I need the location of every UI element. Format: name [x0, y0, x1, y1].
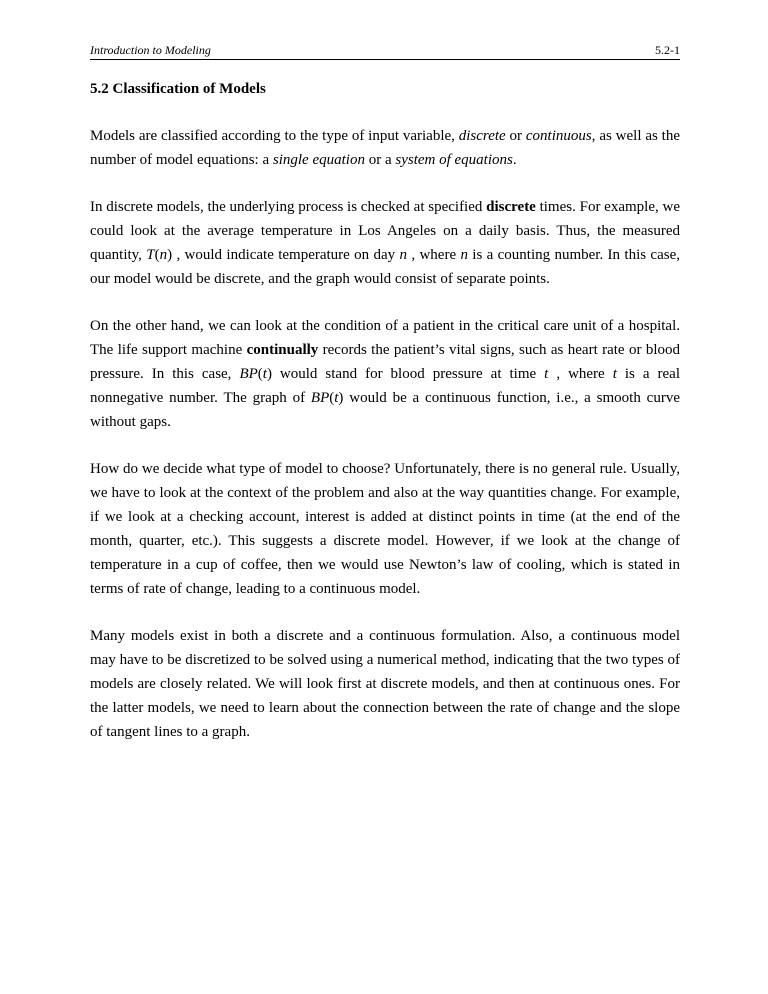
text-run: How do we decide what type of model to choose? Unfortunately, there is no general rule. Usually, we have to look at the context of the problem and also at the way quantities change. For example, if we look at a checking account, interest is added at distinct points in time (at the end of the month, quarter, etc.). This suggests a discrete model. However, if we look at the change of temperature in a cup of coffee, then we would use Newton’s law of cooling, which is stated in terms of rate of change, leading to a continuous model. — [90, 461, 684, 597]
header-rule — [90, 59, 680, 60]
running-title: Introduction to Modeling — [90, 43, 211, 57]
text-run: ) would be a continuous function, i.e., a smooth curve without gaps. — [90, 390, 684, 430]
text-run: In discrete models, the underlying process is checked at specified — [90, 199, 487, 215]
text-run: n — [159, 247, 168, 263]
text-run: discrete — [458, 128, 506, 144]
text-run: or — [505, 128, 526, 144]
page-header — [90, 42, 680, 60]
text-run: t — [334, 390, 339, 406]
text-run: n — [460, 247, 468, 263]
text-run: system of equations — [395, 152, 513, 168]
text-run: , as well as the number of model equations: a — [90, 128, 684, 168]
text-run: ) would stand for blood pressure at time — [266, 366, 545, 382]
text-run: BP — [239, 366, 258, 382]
section-title: 5.2 Classification of Models — [90, 81, 266, 97]
text-run: ( — [257, 366, 263, 382]
text-run: On the other hand, we can look at the condition of a patient in the critical care unit of a hospital. The life support machine — [90, 318, 684, 358]
text-run: T — [146, 247, 155, 263]
text-run: or a — [364, 152, 396, 168]
text-run: . — [512, 152, 517, 168]
document-body — [90, 77, 684, 767]
text-run: t — [612, 366, 617, 382]
text-run: BP — [310, 390, 330, 406]
text-run: continuous — [525, 128, 592, 144]
text-run: Many models exist in both a discrete and a continuous formulation. Also, a continuous model may have to be discretized to be solved using a numerical method, indicating that the two types of models are closely related. We will look first at discrete models, and then at continuous ones. For the latter models, we need to learn about the connection between the rate of change and the slope of tangent lines to a graph. — [90, 628, 684, 740]
text-run: ( — [154, 247, 160, 263]
text-run: ( — [329, 390, 335, 406]
text-run: Models are classified according to the type of input variable, — [90, 128, 459, 144]
text-run: n — [399, 247, 408, 263]
text-run: is a counting number. In this case, our model would be discrete, and the graph would consist of separate points. — [90, 247, 684, 287]
paragraph-discrete-models — [90, 195, 684, 291]
text-run: times. For example, we could look at the average temperature in Los Angeles on a daily basis. Thus, the measured quantity, — [90, 199, 684, 263]
text-run: single equation — [272, 152, 365, 168]
paragraph-continuous-models — [90, 314, 684, 434]
text-run: records the patient’s vital signs, such as heart rate or blood pressure. In this case, — [90, 342, 684, 382]
paragraph-formulations — [90, 624, 684, 744]
paragraph-choosing-model — [90, 457, 684, 601]
text-run: , where — [548, 366, 613, 382]
paragraph-classification — [90, 124, 684, 172]
text-run: t — [544, 366, 549, 382]
text-run: is a real nonnegative number. The graph of — [90, 366, 684, 406]
page-number: 5.2-1 — [655, 43, 680, 57]
text-run: continually — [246, 342, 319, 358]
text-run: t — [262, 366, 267, 382]
text-run: , where — [407, 247, 461, 263]
text-run: ) , would indicate temperature on day — [167, 247, 400, 263]
text-run: discrete — [486, 199, 536, 215]
